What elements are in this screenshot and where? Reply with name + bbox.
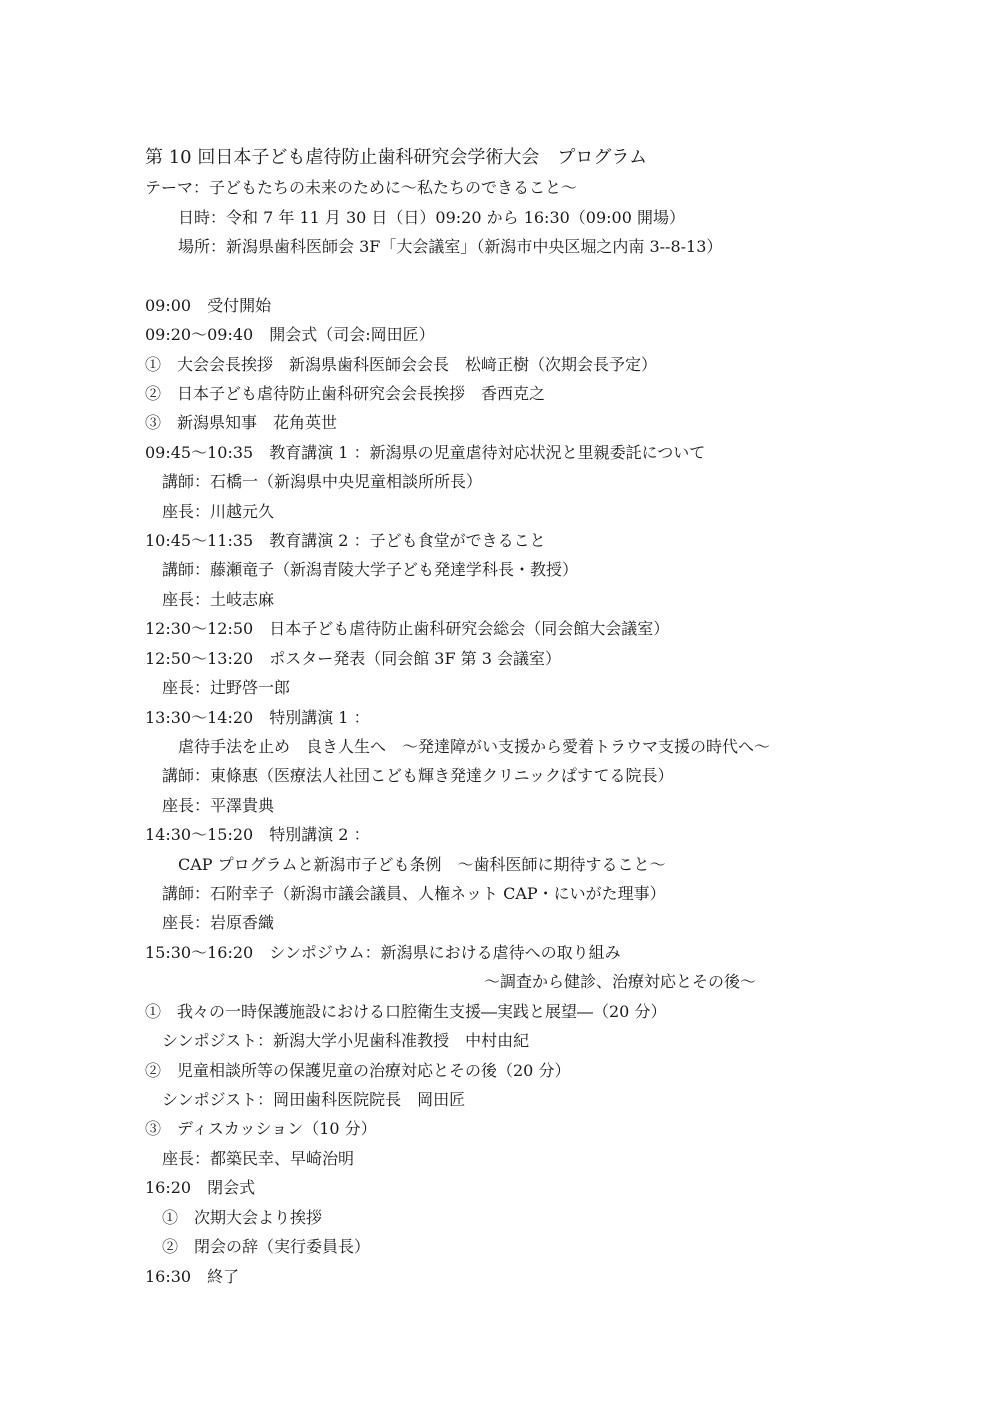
schedule-item: ① 次期大会より挨拶 [162, 1208, 323, 1227]
schedule-item: ～調査から健診、治療対応とその後～ [484, 972, 757, 991]
schedule-item: 12:30～12:50 日本子ども虐待防止歯科研究会総会（同会館大会議室） [145, 619, 670, 638]
schedule-item: CAP プログラムと新潟市子ども条例 ～歯科医師に期待すること～ [178, 855, 666, 874]
theme-line: テーマ：子どもたちの未来のために～私たちのできること～ [145, 178, 578, 197]
schedule-item: 16:30 終了 [145, 1267, 240, 1286]
schedule-item: 10:45～11:35 教育講演 2 ：子ども食堂ができること [145, 531, 546, 550]
schedule-item: 09:20～09:40 開会式（司会:岡田匠） [145, 325, 435, 344]
schedule-item: ① 大会会長挨拶 新潟県歯科医師会会長 松﨑正樹（次期会長予定） [145, 355, 658, 374]
schedule-item: 講師：東條惠（医療法人社団こども輝き発達クリニックぱすてる院長） [162, 766, 674, 785]
program-title: 第 10 回日本子ども虐待防止歯科研究会学術大会 プログラム [145, 147, 648, 168]
venue-line: 場所：新潟県歯科医師会 3F「大会議室」（新潟市中央区堀之内南 3--8-13） [178, 237, 723, 256]
schedule-item: 講師：石附幸子（新潟市議会議員、人権ネット CAP・にいがた理事） [162, 884, 666, 903]
schedule-item: 12:50～13:20 ポスター発表（同会館 3F 第 3 会議室） [145, 649, 562, 668]
schedule-item: ② 日本子ども虐待防止歯科研究会会長挨拶 香西克之 [145, 384, 546, 403]
schedule-item: 講師：石橋一（新潟県中央児童相談所所長） [162, 472, 483, 491]
schedule-item: 座長：辻野啓一郎 [162, 678, 291, 697]
schedule-item: ① 我々の一時保護施設における口腔衛生支援―実践と展望―（20 分） [145, 1002, 667, 1021]
schedule-item: 15:30～16:20 シンポジウム：新潟県における虐待への取り組み [145, 943, 621, 962]
schedule-item: 16:20 閉会式 [145, 1178, 256, 1197]
schedule-item: 座長：平澤貴典 [162, 796, 275, 815]
schedule-item: 座長：川越元久 [162, 502, 275, 521]
schedule-item: 09:45～10:35 教育講演 1 ：新潟県の児童虐待対応状況と里親委託について [145, 443, 706, 462]
schedule-item: シンポジスト：岡田歯科医院院長 岡田匠 [162, 1090, 466, 1109]
schedule-item: 座長：都築民幸、早崎治明 [162, 1149, 355, 1168]
schedule-item: ③ 新潟県知事 花角英世 [145, 413, 338, 432]
schedule-item: 09:00 受付開始 [145, 296, 272, 315]
schedule-item: 講師：藤瀬竜子（新潟青陵大学子ども発達学科長・教授） [162, 560, 579, 579]
schedule-item: 13:30～14:20 特別講演 1 ： [145, 708, 370, 727]
schedule-item: 座長：土岐志麻 [162, 590, 275, 609]
schedule-item: 14:30～15:20 特別講演 2 ： [145, 825, 370, 844]
schedule-item: シンポジスト：新潟大学小児歯科准教授 中村由紀 [162, 1031, 530, 1050]
datetime-line: 日時：令和 7 年 11 月 30 日（日）09:20 から 16:30（09:00 開場） [178, 208, 686, 227]
schedule-item: ② 児童相談所等の保護児童の治療対応とその後（20 分） [145, 1061, 571, 1080]
schedule-item: 座長：岩原香織 [162, 913, 275, 932]
schedule-item: 虐待手法を止め 良き人生へ ～発達障がい支援から愛着トラウマ支援の時代へ～ [178, 737, 771, 756]
schedule-item: ② 閉会の辞（実行委員長） [162, 1237, 371, 1256]
schedule-item: ③ ディスカッション（10 分） [145, 1119, 377, 1138]
